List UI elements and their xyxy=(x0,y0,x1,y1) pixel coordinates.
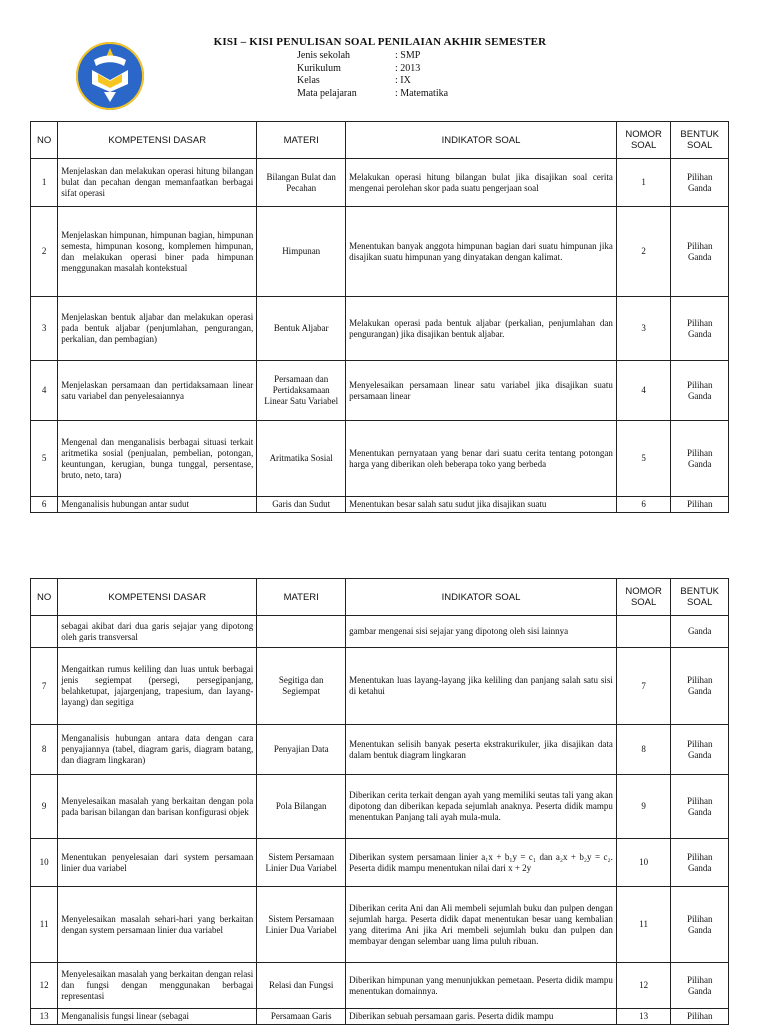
cell-kompetensi: sebagai akibat dari dua garis sejajar yang dipotong oleh garis transversal xyxy=(58,616,257,648)
document-meta xyxy=(297,50,448,100)
col-header-bentuk: BENTUK SOAL xyxy=(671,122,729,159)
cell-nomor: 4 xyxy=(616,361,671,421)
col-header-bentuk: BENTUK SOAL xyxy=(671,579,729,616)
cell-kompetensi: Menentukan penyelesaian dari system persamaan linier dua variabel xyxy=(58,839,257,887)
cell-no: 1 xyxy=(31,159,58,207)
meta-value: : Matematika xyxy=(395,87,449,99)
table-row xyxy=(31,159,729,207)
cell-nomor: 11 xyxy=(616,887,671,963)
cell-materi: Bentuk Aljabar xyxy=(257,297,346,361)
cell-indikator: Menentukan besar salah satu sudut jika disajikan suatu xyxy=(346,497,617,513)
cell-no: 3 xyxy=(31,297,58,361)
table-header-row xyxy=(31,122,729,159)
table-row xyxy=(31,963,729,1009)
table-row xyxy=(31,297,729,361)
cell-bentuk: Ganda xyxy=(671,616,729,648)
cell-nomor: 3 xyxy=(616,297,671,361)
cell-no: 11 xyxy=(31,887,58,963)
cell-materi xyxy=(257,616,346,648)
col-header-indikator: INDIKATOR SOAL xyxy=(346,122,617,159)
cell-indikator: Diberikan cerita Ani dan Ali membeli sejumlah buku dan pulpen dengan sejumlah harga. Peserta didik dapat menentukan besar uang kembalian yang diterima Ani jika Ari membeli sejumlah buku dan pulpen dan membayar dengan selembar uang lima puluh ribuan. xyxy=(346,887,617,963)
col-header-materi: MATERI xyxy=(257,579,346,616)
cell-no: 6 xyxy=(31,497,58,513)
cell-kompetensi: Menyelesaikan masalah yang berkaitan dengan relasi dan fungsi dengan menggunakan berbagai representasi xyxy=(58,963,257,1009)
cell-bentuk: Pilihan Ganda xyxy=(671,725,729,775)
table-row xyxy=(31,616,729,648)
cell-no: 5 xyxy=(31,421,58,497)
cell-no: 4 xyxy=(31,361,58,421)
table-row xyxy=(31,1009,729,1025)
cell-indikator: Diberikan sebuah persamaan garis. Peserta didik mampu xyxy=(346,1009,617,1025)
cell-nomor: 12 xyxy=(616,963,671,1009)
col-header-no: NO xyxy=(31,579,58,616)
cell-materi: Relasi dan Fungsi xyxy=(257,963,346,1009)
cell-nomor: 7 xyxy=(616,648,671,725)
cell-materi: Persamaan dan Pertidaksamaan Linear Satu Variabel xyxy=(257,361,346,421)
cell-nomor xyxy=(616,616,671,648)
cell-indikator: Melakukan operasi pada bentuk aljabar (perkalian, penjumlahan dan pengurangan) jika disajikan bentuk aljabar. xyxy=(346,297,617,361)
cell-kompetensi: Menyelesaikan masalah sehari-hari yang berkaitan dengan system persamaan linier dua variabel xyxy=(58,887,257,963)
cell-no: 2 xyxy=(31,207,58,297)
cell-bentuk: Pilihan Ganda xyxy=(671,421,729,497)
kisi-table-1 xyxy=(30,121,729,513)
meta-value: : SMP xyxy=(395,50,421,61)
cell-indikator: Melakukan operasi hitung bilangan bulat jika disajikan soal cerita mengenai perolehan skor pada suatu pengerjaan soal xyxy=(346,159,617,207)
cell-indikator: Menentukan pernyataan yang benar dari suatu cerita tentang potongan harga yang diberikan oleh beberapa toko yang berbeda xyxy=(346,421,617,497)
tut-wuri-handayani-logo xyxy=(74,40,146,112)
cell-bentuk: Pilihan Ganda xyxy=(671,297,729,361)
cell-bentuk: Pilihan Ganda xyxy=(671,159,729,207)
cell-bentuk: Pilihan Ganda xyxy=(671,963,729,1009)
cell-materi: Aritmatika Sosial xyxy=(257,421,346,497)
cell-indikator: gambar mengenai sisi sejajar yang dipotong oleh sisi lainnya xyxy=(346,616,617,648)
table-row xyxy=(31,497,729,513)
meta-row xyxy=(297,50,448,63)
cell-materi: Pola Bilangan xyxy=(257,775,346,839)
cell-bentuk: Pilihan xyxy=(671,497,729,513)
col-header-no: NO xyxy=(31,122,58,159)
col-header-nomor: NOMOR SOAL xyxy=(616,579,671,616)
cell-bentuk: Pilihan xyxy=(671,1009,729,1025)
cell-materi: Garis dan Sudut xyxy=(257,497,346,513)
cell-nomor: 13 xyxy=(616,1009,671,1025)
cell-kompetensi: Menjelaskan dan melakukan operasi hitung bilangan bulat dan pecahan dengan memanfaatkan berbagai sifat operasi xyxy=(58,159,257,207)
meta-label: Jenis sekolah xyxy=(297,50,351,61)
cell-kompetensi: Menganalisis hubungan antara data dengan cara penyajiannya (tabel, diagram garis, diagram batang, dan diagram lingkaran) xyxy=(58,725,257,775)
table-row xyxy=(31,839,729,887)
cell-indikator: Menentukan luas layang-layang jika keliling dan panjang salah satu sisi di ketahui xyxy=(346,648,617,725)
table-row xyxy=(31,648,729,725)
table-row xyxy=(31,361,729,421)
cell-no: 13 xyxy=(31,1009,58,1025)
meta-label: Kelas xyxy=(297,75,320,86)
meta-value: : IX xyxy=(395,75,411,86)
col-header-nomor: NOMOR SOAL xyxy=(616,122,671,159)
cell-bentuk: Pilihan Ganda xyxy=(671,207,729,297)
cell-materi: Penyajian Data xyxy=(257,725,346,775)
cell-nomor: 5 xyxy=(616,421,671,497)
table-row xyxy=(31,207,729,297)
cell-nomor: 8 xyxy=(616,725,671,775)
cell-no xyxy=(31,616,58,648)
cell-materi: Sistem Persamaan Linier Dua Variabel xyxy=(257,887,346,963)
table-row xyxy=(31,421,729,497)
table-row xyxy=(31,887,729,963)
table-row xyxy=(31,725,729,775)
cell-materi: Persamaan Garis xyxy=(257,1009,346,1025)
cell-bentuk: Pilihan Ganda xyxy=(671,775,729,839)
cell-kompetensi: Mengenal dan menganalisis berbagai situasi terkait aritmetika sosial (penjualan, pembelian, potongan, keuntungan, kerugian, bunga tunggal, persentase, bruto, neto, tara) xyxy=(58,421,257,497)
meta-row xyxy=(297,88,448,101)
cell-bentuk: Pilihan Ganda xyxy=(671,648,729,725)
cell-kompetensi: Menjelaskan bentuk aljabar dan melakukan operasi pada bentuk aljabar (penjumlahan, pengurangan, perkalian, dan pembagian) xyxy=(58,297,257,361)
cell-kompetensi: Menganalisis hubungan antar sudut xyxy=(58,497,257,513)
cell-bentuk: Pilihan Ganda xyxy=(671,887,729,963)
col-header-materi: MATERI xyxy=(257,122,346,159)
cell-indikator: Diberikan cerita terkait dengan ayah yang memiliki seutas tali yang akan dipotong dan diberikan kepada sejumlah anaknya. Peserta didik mampu menentukan Panjang tali ayah mula-mula. xyxy=(346,775,617,839)
cell-no: 12 xyxy=(31,963,58,1009)
col-header-indikator: INDIKATOR SOAL xyxy=(346,579,617,616)
meta-label: Mata pelajaran xyxy=(297,87,357,99)
meta-row xyxy=(297,75,448,88)
cell-indikator: Menyelesaikan persamaan linear satu variabel jika disajikan suatu persamaan linear xyxy=(346,361,617,421)
col-header-kompetensi: KOMPETENSI DASAR xyxy=(58,122,257,159)
cell-kompetensi: Menjelaskan persamaan dan pertidaksamaan linear satu variabel dan penyelesaiannya xyxy=(58,361,257,421)
cell-materi: Segitiga dan Segiempat xyxy=(257,648,346,725)
document-title: KISI – KISI PENULISAN SOAL PENILAIAN AKHIR SEMESTER xyxy=(213,36,547,48)
kisi-table-2 xyxy=(30,578,729,1025)
cell-no: 10 xyxy=(31,839,58,887)
table-header-row xyxy=(31,579,729,616)
cell-no: 7 xyxy=(31,648,58,725)
cell-kompetensi: Mengaitkan rumus keliling dan luas untuk berbagai jenis segiempat (persegi, persegipanjang, belahketupat, jajargenjang, trapesium, dan layang-layang) dan segitiga xyxy=(58,648,257,725)
cell-nomor: 2 xyxy=(616,207,671,297)
cell-materi: Bilangan Bulat dan Pecahan xyxy=(257,159,346,207)
cell-indikator: Diberikan system persamaan linier a₁x + b₁y = c₁ dan a₂x + b₂y = c₂. Peserta didik mampu menentukan nilai dari x + 2y xyxy=(346,839,617,887)
cell-nomor: 6 xyxy=(616,497,671,513)
cell-indikator: Menentukan banyak anggota himpunan bagian dari suatu himpunan jika disajikan suatu himpunan yang dinyatakan dengan kalimat. xyxy=(346,207,617,297)
cell-nomor: 10 xyxy=(616,839,671,887)
cell-kompetensi: Menjelaskan himpunan, himpunan bagian, himpunan semesta, himpunan kosong, komplemen himpunan, dan melakukan operasi biner pada himpunan menggunakan masalah kontekstual xyxy=(58,207,257,297)
cell-bentuk: Pilihan Ganda xyxy=(671,361,729,421)
cell-kompetensi: Menyelesaikan masalah yang berkaitan dengan pola pada barisan bilangan dan barisan konfigurasi objek xyxy=(58,775,257,839)
cell-nomor: 9 xyxy=(616,775,671,839)
meta-label: Kurikulum xyxy=(297,62,341,74)
meta-value: : 2013 xyxy=(395,62,421,74)
cell-kompetensi: Menganalisis fungsi linear (sebagai xyxy=(58,1009,257,1025)
cell-no: 8 xyxy=(31,725,58,775)
cell-bentuk: Pilihan Ganda xyxy=(671,839,729,887)
cell-indikator: Menentukan selisih banyak peserta ekstrakurikuler, jika disajikan data dalam bentuk diagram lingkaran xyxy=(346,725,617,775)
cell-materi: Sistem Persamaan Linier Dua Variabel xyxy=(257,839,346,887)
meta-row xyxy=(297,63,448,76)
cell-no: 9 xyxy=(31,775,58,839)
cell-indikator: Diberikan himpunan yang menunjukkan pemetaan. Peserta didik mampu menentukan domainnya. xyxy=(346,963,617,1009)
table-row xyxy=(31,775,729,839)
cell-nomor: 1 xyxy=(616,159,671,207)
cell-materi: Himpunan xyxy=(257,207,346,297)
col-header-kompetensi: KOMPETENSI DASAR xyxy=(58,579,257,616)
